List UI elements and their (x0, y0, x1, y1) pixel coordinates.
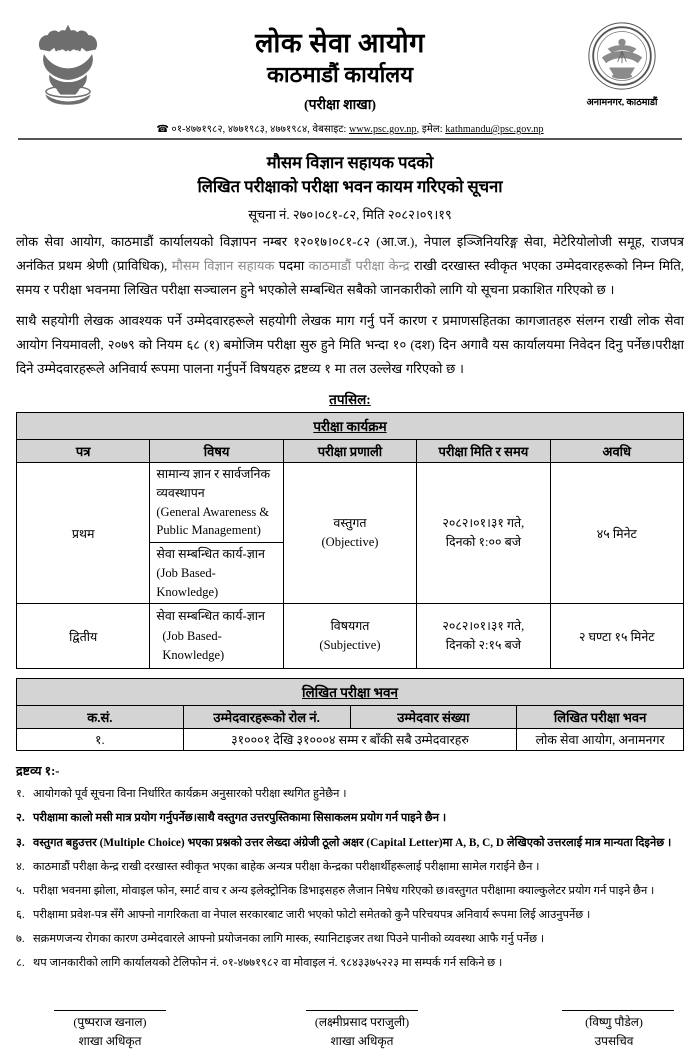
schedule-header-datetime: परीक्षा मिति र समय (417, 440, 550, 463)
note-item (16, 834, 684, 852)
venue-row-venue: लोक सेवा आयोग, अनामनगर (517, 729, 684, 751)
office-name: काठमाडौं कार्यालय (267, 62, 413, 88)
notice-number: सूचना नं. २७०।०८१-८२, मिति २०८२।०९।१९ (248, 206, 452, 222)
row1-system-np: वस्तुगत (333, 515, 367, 530)
schedule-header-paper: पत्र (17, 440, 150, 463)
body-paragraph-1 (16, 230, 684, 302)
signatory-3 (469, 1010, 684, 1051)
row1-system (283, 463, 416, 604)
note-text: परीक्षामा प्रवेश-पत्र सँगै आफ्नो नागरिकता वा नेपाल सरकारबाट जारी भएको फोटो समेतको कुनै परिचयपत्र अनिवार्य रूपमा लिई आउनुपर्नेछ । (33, 908, 591, 921)
note-text: सक्रमणजन्य रोगका कारण उम्मेदवारले आफ्नो प्रयोजनका लागि मास्क, स्यानिटाइजर तथा पिउने पानीको व्यवस्था आफै गर्नु पर्नेछ । (33, 932, 545, 945)
schedule-header-duration: अवधि (550, 440, 683, 463)
note-text: परीक्षामा कालो मसी मात्र प्रयोग गर्नुपर्नेछ।साथै वस्तुगत उत्तरपुस्तिकामा सिसाकलम प्रयोग गर्न पाइने छैन । (33, 812, 447, 825)
row1-date: २०८२।०१।३१ गते, (442, 515, 525, 530)
notes-section (16, 762, 684, 972)
psc-seal-icon (586, 20, 658, 92)
row2-paper: द्वितीय (17, 604, 150, 669)
note-text: थप जानकारीको लागि कार्यालयको टेलिफोन नं. ०१-४७७१९८२ वा मोवाइल नं. ९८४३३७५२२३ मा सम्पर्क गर्न सकिने छ । (33, 956, 503, 969)
exam-venue-table (16, 678, 684, 751)
header-divider (18, 138, 682, 140)
schedule-banner-label: परीक्षा कार्यक्रम (313, 419, 387, 435)
note-text: आयोगको पूर्व सूचना विना निर्धारित कार्यक्रम अनुसारको परीक्षा स्थगित हुनेछैन । (33, 788, 347, 801)
venue-banner-label: लिखित परीक्षा भवन (302, 685, 398, 701)
notice-title-block (16, 151, 684, 199)
schedule-header-subject: विषय (150, 440, 283, 463)
note-item (16, 785, 684, 803)
schedule-header-row (17, 440, 684, 463)
row1-datetime (417, 463, 550, 604)
note-item (16, 858, 684, 876)
venue-banner-row (17, 679, 684, 706)
row1-paper: प्रथम (17, 463, 150, 604)
venue-banner (17, 679, 684, 706)
signature-line (562, 1010, 674, 1011)
note-number: ६. (16, 908, 25, 921)
row2-subject-cell (150, 604, 283, 669)
row2-time: दिनको २:१५ बजे (445, 638, 522, 653)
document-header (16, 14, 684, 114)
signatory-role: शाखा अधिकृत (330, 1034, 394, 1049)
branch-name: (परीक्षा शाखा) (303, 97, 377, 113)
row1-duration: ४५ मिनेट (550, 463, 683, 604)
body-paragraph-2: साथै सहयोगी लेखक आवश्यक पर्ने उम्मेदवारहरूले सहयोगी लेखक माग गर्नु पर्ने कारण र प्रमाणसहितका कागजातहरु संलग्न राखी लोक सेवा आयोग नियमावली, २०७९ को नियम ६८ (१) बमोजिम परीक्षा सुरु हुने मिति भन्दा १० (दश) दिन अगावै यस कार्यालयमा निवेदन दिनु पर्नेछ।परीक्षा दिने उम्मेदवारहरूले अनिवार्य रूपमा पालना गर्नुपर्ने विषयहरु द्रष्टव्य १ मा तल उल्लेख गरिएको छ । (16, 312, 684, 376)
venue-row-roll-range: ३१०००१ देखि ३१०००४ सम्म र बाँकी सबै उम्मेदवारहरु (183, 729, 517, 751)
venue-header-count: उम्मेदवार संख्या (350, 706, 517, 729)
signatory-role: शाखा अधिकृत (78, 1034, 142, 1049)
schedule-header-system: परीक्षा प्रणाली (283, 440, 416, 463)
schedule-banner-row (17, 413, 684, 440)
signatory-name: (विष्णु पौडेल) (585, 1014, 643, 1029)
organization-name: लोक सेवा आयोग (255, 28, 425, 58)
row2-system-en: (Subjective) (319, 638, 381, 653)
note-number: १. (16, 788, 25, 801)
telephone-icon: ☎ (156, 123, 169, 135)
note-item (16, 809, 684, 827)
signatory-name: (पुष्पराज खनाल) (73, 1014, 147, 1029)
contact-line (16, 121, 684, 135)
note-item (16, 954, 684, 972)
signatory-1 (16, 1010, 255, 1051)
row2-datetime (417, 604, 550, 669)
note-number: ७. (16, 932, 25, 945)
row1-subject-en-2: (Job Based-Knowledge) (156, 565, 219, 599)
row1-subject-cell (150, 463, 283, 604)
row1-subject-np-2: सेवा सम्बन्धित कार्य-ज्ञान (156, 547, 265, 562)
table-row (17, 729, 684, 751)
psc-seal-block (560, 14, 684, 108)
notice-title-line2: लिखित परीक्षाको परीक्षा भवन कायम गरिएको सूचना (197, 176, 503, 196)
row2-subject-en: (Job Based-Knowledge) (162, 628, 225, 663)
para1-part-a: लोक सेवा आयोग, काठमाडौं कार्यालयको विज्ञापन नम्बर १२०१७।०८१-८२ (आ.ज.), नेपाल इञ्जिनियरिङ्ग सेवा, मेटेरियोलोजी समूह, राजपत्र अनंकित प्रथम श्रेणी (प्राविधिक), (16, 233, 684, 273)
row2-subject-np: सेवा सम्बन्धित कार्य-ज्ञान (156, 609, 265, 624)
note-number: २. (16, 812, 25, 825)
signatory-name: (लक्ष्मीप्रसाद पराजुली) (314, 1014, 410, 1029)
row2-system-np: विषयगत (330, 618, 370, 633)
note-text: परीक्षा भवनमा झोला, मोवाइल फोन, स्मार्ट वाच र अन्य इलेक्ट्रोनिक डिभाइसहरु लैजान निषेध गरिएको छ।वस्तुगत परीक्षामा क्याल्कुलेटर प्रयोग गर्न पाइने छैन । (33, 884, 655, 897)
row1-subject-group-2 (150, 543, 282, 603)
row1-subject-en-1: (General Awareness & Public Management) (156, 504, 270, 538)
para1-highlight-post: मौसम विज्ञान सहायक (171, 257, 275, 273)
row1-time: दिनको १:०० बजे (445, 535, 522, 550)
para1-part-c: राखी दरखास्त स्वीकृत भएका उम्मेदवारहरूको निम्न मिति, समय र परीक्षा भवनमा लिखित परीक्षा सञ्चालन हुने भएकोले सम्बन्धित सबैको जानकारीको लागि यो सूचना प्रकाशित गरिएको छ । (16, 257, 685, 297)
row2-system (283, 604, 416, 669)
venue-header-sn: क.सं. (17, 706, 184, 729)
note-text: वस्तुगत बहुउत्तर (Multiple Choice) भएका प्रश्नको उत्तर लेख्दा अंग्रेजी ठूलो अक्षर (Capital Letter)मा A, B, C, D लेखिएको उत्तरलाई मात्र मान्यता दिइनेछ । (33, 836, 672, 849)
row2-date: २०८२।०१।३१ गते, (442, 618, 525, 633)
notice-title-line1: मौसम विज्ञान सहायक पदको (266, 152, 434, 172)
venue-row-sn: १. (17, 729, 184, 751)
row1-subject-np-1: सामान्य ज्ञान र सार्वजनिक व्यवस्थापन (156, 467, 271, 500)
website-link[interactable]: www.psc.gov.np (349, 123, 417, 135)
note-item (16, 906, 684, 924)
note-number: ५. (16, 884, 25, 897)
note-number: ३. (16, 836, 25, 849)
signature-block (16, 1010, 684, 1051)
header-titles (120, 14, 560, 114)
email-label: , इमेल: (416, 123, 443, 135)
note-item (16, 930, 684, 948)
note-text: काठमाडौं परीक्षा केन्द्र राखी दरखास्त स्वीकृत भएका बाहेक अन्यत्र परीक्षा केन्द्रका परीक्षार्थीहरूलाई परीक्षामा सामेल गराईने छैन । (33, 860, 540, 873)
signature-line (54, 1010, 166, 1011)
signature-line (306, 1010, 418, 1011)
row1-subject-group-1 (150, 463, 282, 543)
website-label: वेबसाइट: (312, 123, 347, 135)
row1-system-en: (Objective) (321, 535, 379, 550)
note-number: ४. (16, 860, 25, 873)
table-row (17, 604, 684, 669)
email-link[interactable]: kathmandu@psc.gov.np (445, 123, 544, 135)
seal-caption: अनामनगर, काठमाडौं (586, 98, 658, 108)
row2-duration: २ घण्टा १५ मिनेट (550, 604, 683, 669)
schedule-banner (17, 413, 684, 440)
venue-header-venue: लिखित परीक्षा भवन (517, 706, 684, 729)
para1-part-b: पदमा (274, 257, 309, 273)
venue-header-row (17, 706, 684, 729)
phone-numbers: ०१-४७७१९८२, ४७७१९८३, ४७७१९८४, (171, 123, 310, 135)
note-number: ८. (16, 956, 25, 969)
notes-title: द्रष्टव्य १:- (16, 764, 60, 779)
venue-header-roll: उम्मेदवारहरूको रोल नं. (183, 706, 350, 729)
tapasil-label: तपसिल: (329, 392, 371, 408)
exam-schedule-table (16, 412, 684, 669)
signatory-role: उपसचिव (594, 1034, 634, 1049)
nepal-coat-of-arms-icon (16, 14, 120, 110)
table-row (17, 463, 684, 604)
tapasil-heading (16, 390, 684, 408)
signatory-2 (255, 1010, 470, 1051)
para1-highlight-center: काठमाडौं परीक्षा केन्द्र (308, 257, 410, 273)
note-item (16, 882, 684, 900)
